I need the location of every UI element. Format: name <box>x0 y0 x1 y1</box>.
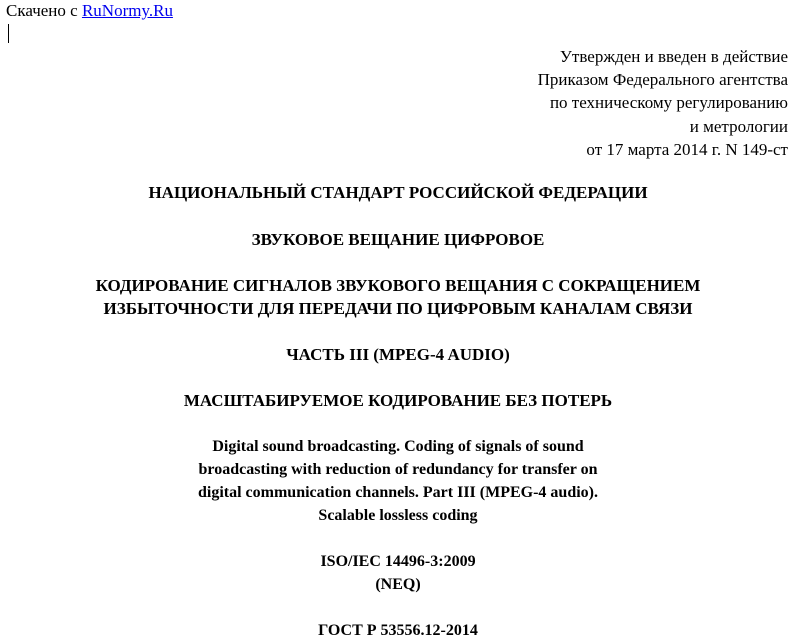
iso-reference-number: ISO/IEC 14496-3:2009 <box>320 553 476 570</box>
iso-relation: (NEQ) <box>375 576 421 593</box>
document-title-line: КОДИРОВАНИЕ СИГНАЛОВ ЗВУКОВОГО ВЕЩАНИЯ С СОКРАЩЕНИЕМ <box>95 276 701 295</box>
english-title-line: Digital sound broadcasting. Coding of signals of sound <box>212 438 584 455</box>
part-heading: ЧАСТЬ III (MPEG-4 AUDIO) <box>286 345 510 364</box>
english-title-line: Scalable lossless coding <box>318 507 478 524</box>
approval-line: Утвержден и введен в действие <box>559 47 788 66</box>
subject-heading: ЗВУКОВОЕ ВЕЩАНИЕ ЦИФРОВОЕ <box>251 230 545 249</box>
download-prefix: Скачено с <box>6 1 82 20</box>
english-title-line: broadcasting with reduction of redundancy for transfer on <box>198 461 598 478</box>
document-title <box>0 274 790 320</box>
runormy-link[interactable]: RuNormy.Ru <box>81 1 173 20</box>
iso-reference <box>0 550 790 596</box>
part-title: МАСШТАБИРУЕМОЕ КОДИРОВАНИЕ БЕЗ ПОТЕРЬ <box>183 391 613 410</box>
gost-number: ГОСТ Р 53556.12-2014 <box>318 622 478 639</box>
english-title-line: digital communication channels. Part III (MPEG-4 audio). <box>197 484 598 501</box>
english-title <box>0 435 790 527</box>
approval-block <box>388 45 788 161</box>
download-source-line <box>6 1 173 21</box>
document-title-line: ИЗБЫТОЧНОСТИ ДЛЯ ПЕРЕДАЧИ ПО ЦИФРОВЫМ КАНАЛАМ СВЯЗИ <box>103 299 693 318</box>
approval-line: от 17 марта 2014 г. N 149-ст <box>586 139 788 159</box>
approval-line: и метрологии <box>689 116 788 136</box>
approval-line: Приказом Федерального агентства <box>537 70 788 90</box>
text-cursor <box>8 24 9 43</box>
standard-title: НАЦИОНАЛЬНЫЙ СТАНДАРТ РОССИЙСКОЙ ФЕДЕРАЦИИ <box>148 183 648 202</box>
approval-line: по техническому регулированию <box>549 93 788 113</box>
